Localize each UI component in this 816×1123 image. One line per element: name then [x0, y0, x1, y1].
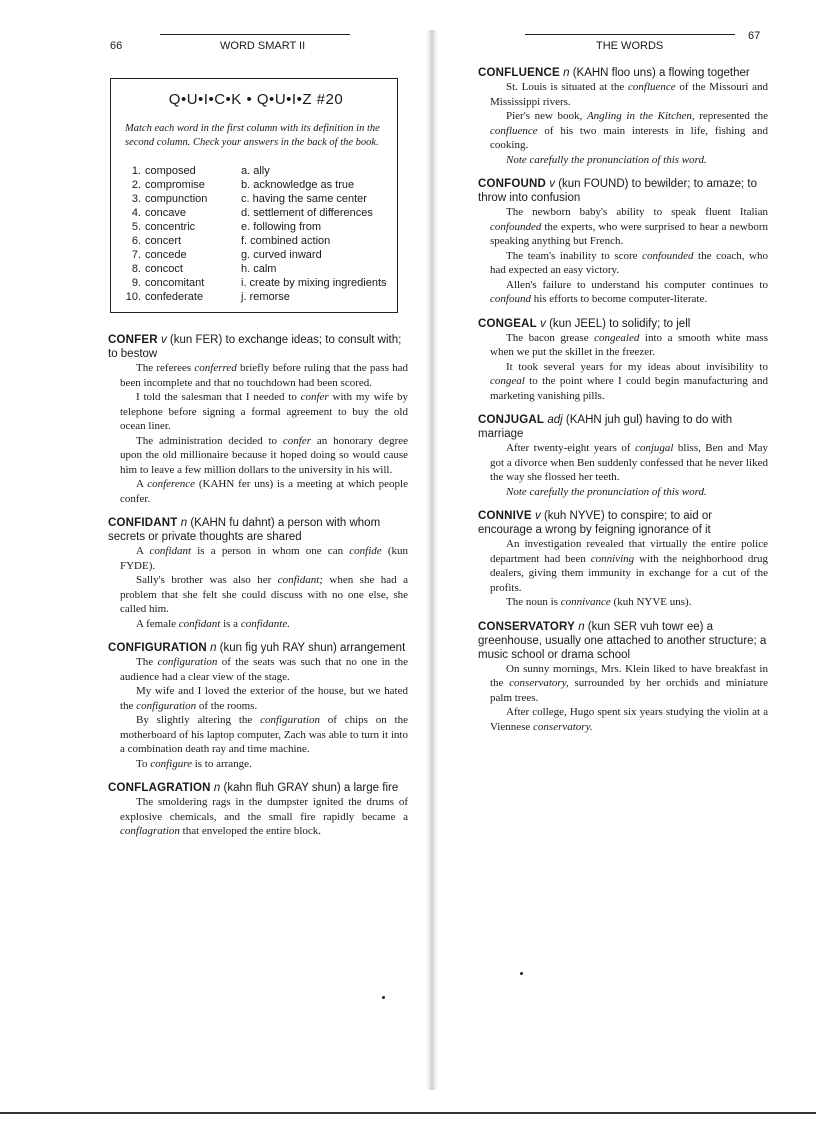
entry-configuration [108, 641, 408, 771]
quiz-number: 3. [131, 193, 141, 205]
headword: CONNIVE [478, 510, 532, 522]
example-sentence: A conference (KAHN fer uns) is a meeting at which people confer. [120, 478, 408, 505]
entry-heading [478, 620, 768, 662]
entry-heading [478, 177, 768, 205]
example-sentence: On sunny mornings, Mrs. Klein liked to have breakfast in the conservatory, surrounded by her orchids and miniature palm trees. [490, 662, 768, 704]
quiz-word: composed [145, 165, 196, 177]
example-sentence: The smoldering rags in the dumpster ignited the drums of explosive chemicals, and the small fire rapidly became a conflagration that enveloped the entire block. [120, 796, 408, 837]
quiz-definition: f. combined action [241, 235, 331, 247]
headword: CONJUGAL [478, 414, 545, 426]
quiz-word: concomitant [145, 277, 205, 289]
quiz-row [125, 290, 387, 304]
quiz-word: concede [145, 249, 187, 261]
entry-heading [108, 333, 408, 361]
entry-conflagration [108, 781, 408, 839]
quiz-definition: i. create by mixing ingredients [241, 277, 387, 289]
headword: CONFIGURATION [108, 642, 207, 654]
left-header-rule [160, 34, 350, 35]
quiz-definition: e. following from [241, 221, 322, 233]
quiz-word: compromise [145, 179, 205, 191]
part-of-speech: n [210, 642, 217, 654]
quiz-definition: b. acknowledge as true [241, 179, 355, 191]
quiz-number: 1. [131, 165, 141, 177]
example-sentence: An investigation revealed that virtually the entire police department had been conniving with the neighborhood drug dealers, giving them immunity in exchange for a cut of the profits. [490, 538, 768, 594]
quiz-definition: d. settlement of differences [241, 207, 373, 219]
example-sentence: Sally's brother was also her confidant; when she had a problem that she felt she could discuss with no one else, she called him. [120, 574, 408, 615]
quiz-number: 7. [131, 249, 141, 261]
example-sentence: By slightly altering the configuration of chips on the motherboard of his laptop computer, Zach was able to turn it into a combination death ray and time machine. [120, 714, 408, 755]
headword: CONFLAGRATION [108, 782, 211, 794]
entry-confer [108, 333, 408, 506]
bottom-edge-rule [0, 1112, 816, 1114]
page-fold-shadow [426, 30, 438, 1090]
left-column [108, 78, 408, 839]
headword: CONSERVATORY [478, 620, 575, 633]
quiz-word: compunction [145, 193, 208, 205]
quiz-table [125, 164, 387, 304]
quiz-definition: j. remorse [241, 291, 290, 303]
entry-heading [478, 66, 768, 80]
entry-heading [478, 317, 768, 331]
part-of-speech: v [535, 510, 541, 522]
quick-quiz-box [110, 78, 398, 313]
example-sentence: The bacon grease congealed into a smooth white mass when we put the skillet in the freezer. [490, 331, 768, 358]
example-sentence: The configuration of the seats was such that no one in the audience had a clear view of the stage. [120, 656, 408, 683]
quiz-row [125, 178, 387, 192]
entry-heading [478, 509, 768, 537]
right-page-number: 67 [748, 30, 761, 42]
example-sentence: A confidant is a person in whom one can confide (kun FYDE). [120, 545, 408, 572]
example-sentence: St. Louis is situated at the confluence of the Missouri and Mississippi rivers. [490, 81, 768, 108]
part-of-speech: n [563, 67, 570, 79]
example-sentence: The noun is connivance (kuh NYVE uns). [506, 596, 692, 608]
example-sentence: After college, Hugo spent six years studying the violin at a Viennese conservatory. [490, 706, 768, 733]
quiz-number: 6. [131, 235, 141, 247]
entry-heading [108, 516, 408, 544]
quiz-instructions: Match each word in the first column with its definition in the second column. Check your answers in the back of the book. [125, 123, 380, 148]
part-of-speech: adj [547, 414, 563, 426]
example-sentence: My wife and I loved the exterior of the house, but we hated the configuration of the rooms. [120, 685, 408, 712]
quiz-definition: g. curved inward [241, 249, 322, 261]
quiz-definition: h. calm [241, 263, 277, 275]
example-sentence: To configure is to arrange. [136, 757, 252, 770]
example-sentence: Allen's failure to understand his computer continues to confound his efforts to become computer-literate. [490, 278, 768, 305]
example-sentence: The administration decided to confer an honorary degree upon the old millionaire because it hoped doing so would cause him to leave a few million dollars to the university in his will. [120, 434, 409, 476]
quiz-word: confederate [145, 291, 204, 303]
quiz-title: Q•U•I•C•K • Q•U•I•Z #20 [168, 91, 344, 108]
left-running-head: WORD SMART II [220, 40, 306, 52]
example-sentence: The referees conferred briefly before ruling that the pass had been incomplete and that no touchdown had been scored. [120, 362, 409, 389]
definition: (KAHN fu dahnt) a person with whom secrets or private thoughts are shared [108, 517, 381, 543]
quiz-row [125, 206, 387, 220]
example-sentence: A female confidant is a confidante. [136, 617, 290, 630]
part-of-speech: n [578, 620, 585, 633]
headword: CONFIDANT [108, 517, 178, 529]
definition: (kun FOUND) to bewilder; to amaze; to throw into confusion [478, 178, 757, 204]
example-sentence: I told the salesman that I needed to confer with my wife by telephone before signing a formal agreement to buy the old ocean liner. [120, 391, 408, 432]
example-sentence: After twenty-eight years of conjugal bliss, Ben and May got a divorce when Ben suddenly confessed that he never liked the way she flossed her teeth. [490, 442, 768, 483]
quiz-number: 2. [131, 179, 141, 191]
headword: CONFOUND [478, 178, 547, 190]
definition: (kahn fluh GRAY shun) a large fire [223, 782, 399, 794]
definition: (KAHN juh gul) having to do with marriage [478, 414, 733, 440]
quiz-word: concoct [145, 263, 183, 275]
example-sentence: The newborn baby's ability to speak fluent Italian confounded the experts, who were surprised to hear a newborn speaking anything but French. [490, 206, 768, 247]
headword: CONFER [108, 334, 158, 346]
entry-confidant [108, 516, 408, 631]
example-sentence: It took several years for my ideas about invisibility to congeal to the point where I could begin manufacturing and marketing vanishing pills. [490, 360, 768, 402]
entry-connive [478, 509, 768, 610]
quiz-number: 10. [125, 291, 141, 303]
example-sentence: Pier's new book, Angling in the Kitchen, represented the confluence of his two main interests in life, fishing and cooking. [490, 110, 768, 151]
quiz-definition: a. ally [241, 165, 270, 177]
quiz-number: 5. [131, 221, 141, 233]
entry-heading [108, 641, 408, 655]
definition: (KAHN floo uns) a flowing together [572, 67, 750, 79]
entry-confound [478, 177, 768, 307]
entry-heading [108, 781, 408, 795]
definition: (kun SER vuh towr ee) a greenhouse, usually one attached to another structure; a music school or drama school [478, 620, 767, 661]
left-page-number: 66 [110, 40, 123, 52]
headword: CONGEAL [478, 317, 537, 330]
quiz-row [125, 234, 387, 248]
right-header-rule [525, 34, 735, 35]
definition: (kun fig yuh RAY shun) arrangement [219, 642, 406, 654]
entry-confluence [478, 66, 768, 167]
quiz-number: 9. [131, 277, 141, 289]
definition: (kuh NYVE) to conspire; to aid or encourage a wrong by feigning ignorance of it [478, 510, 713, 536]
quiz-word: concave [145, 207, 186, 219]
pronunciation-note: Note carefully the pronunciation of this word. [506, 485, 707, 498]
entry-congeal [478, 317, 768, 404]
quiz-number: 4. [131, 207, 141, 219]
quiz-number: 8. [131, 263, 141, 275]
part-of-speech: v [540, 317, 546, 330]
stray-mark [520, 972, 523, 975]
quiz-definition: c. having the same center [241, 193, 367, 205]
part-of-speech: v [160, 334, 167, 346]
quiz-row [125, 192, 387, 206]
part-of-speech: v [549, 178, 555, 190]
definition: (kun JEEL) to solidify; to jell [549, 317, 691, 330]
part-of-speech: n [213, 782, 221, 794]
headword: CONFLUENCE [478, 67, 560, 79]
quiz-row [125, 276, 387, 290]
entry-heading [478, 413, 768, 441]
quiz-row [125, 262, 387, 276]
quiz-row [125, 248, 387, 262]
pronunciation-note: Note carefully the pronunciation of this word. [506, 153, 707, 166]
right-running-head: THE WORDS [596, 40, 664, 52]
definition: (kun FER) to exchange ideas; to consult with; to bestow [108, 334, 402, 360]
quiz-row [125, 220, 387, 234]
quiz-word: concert [145, 235, 182, 247]
stray-mark [382, 996, 385, 999]
part-of-speech: n [180, 517, 188, 529]
entry-conservatory [478, 620, 768, 735]
right-column [478, 66, 768, 734]
example-sentence: The team's inability to score confounded the coach, who had expected an easy victory. [490, 249, 769, 276]
quiz-word: concentric [145, 221, 196, 233]
quiz-row [125, 164, 387, 178]
entry-conjugal [478, 413, 768, 499]
